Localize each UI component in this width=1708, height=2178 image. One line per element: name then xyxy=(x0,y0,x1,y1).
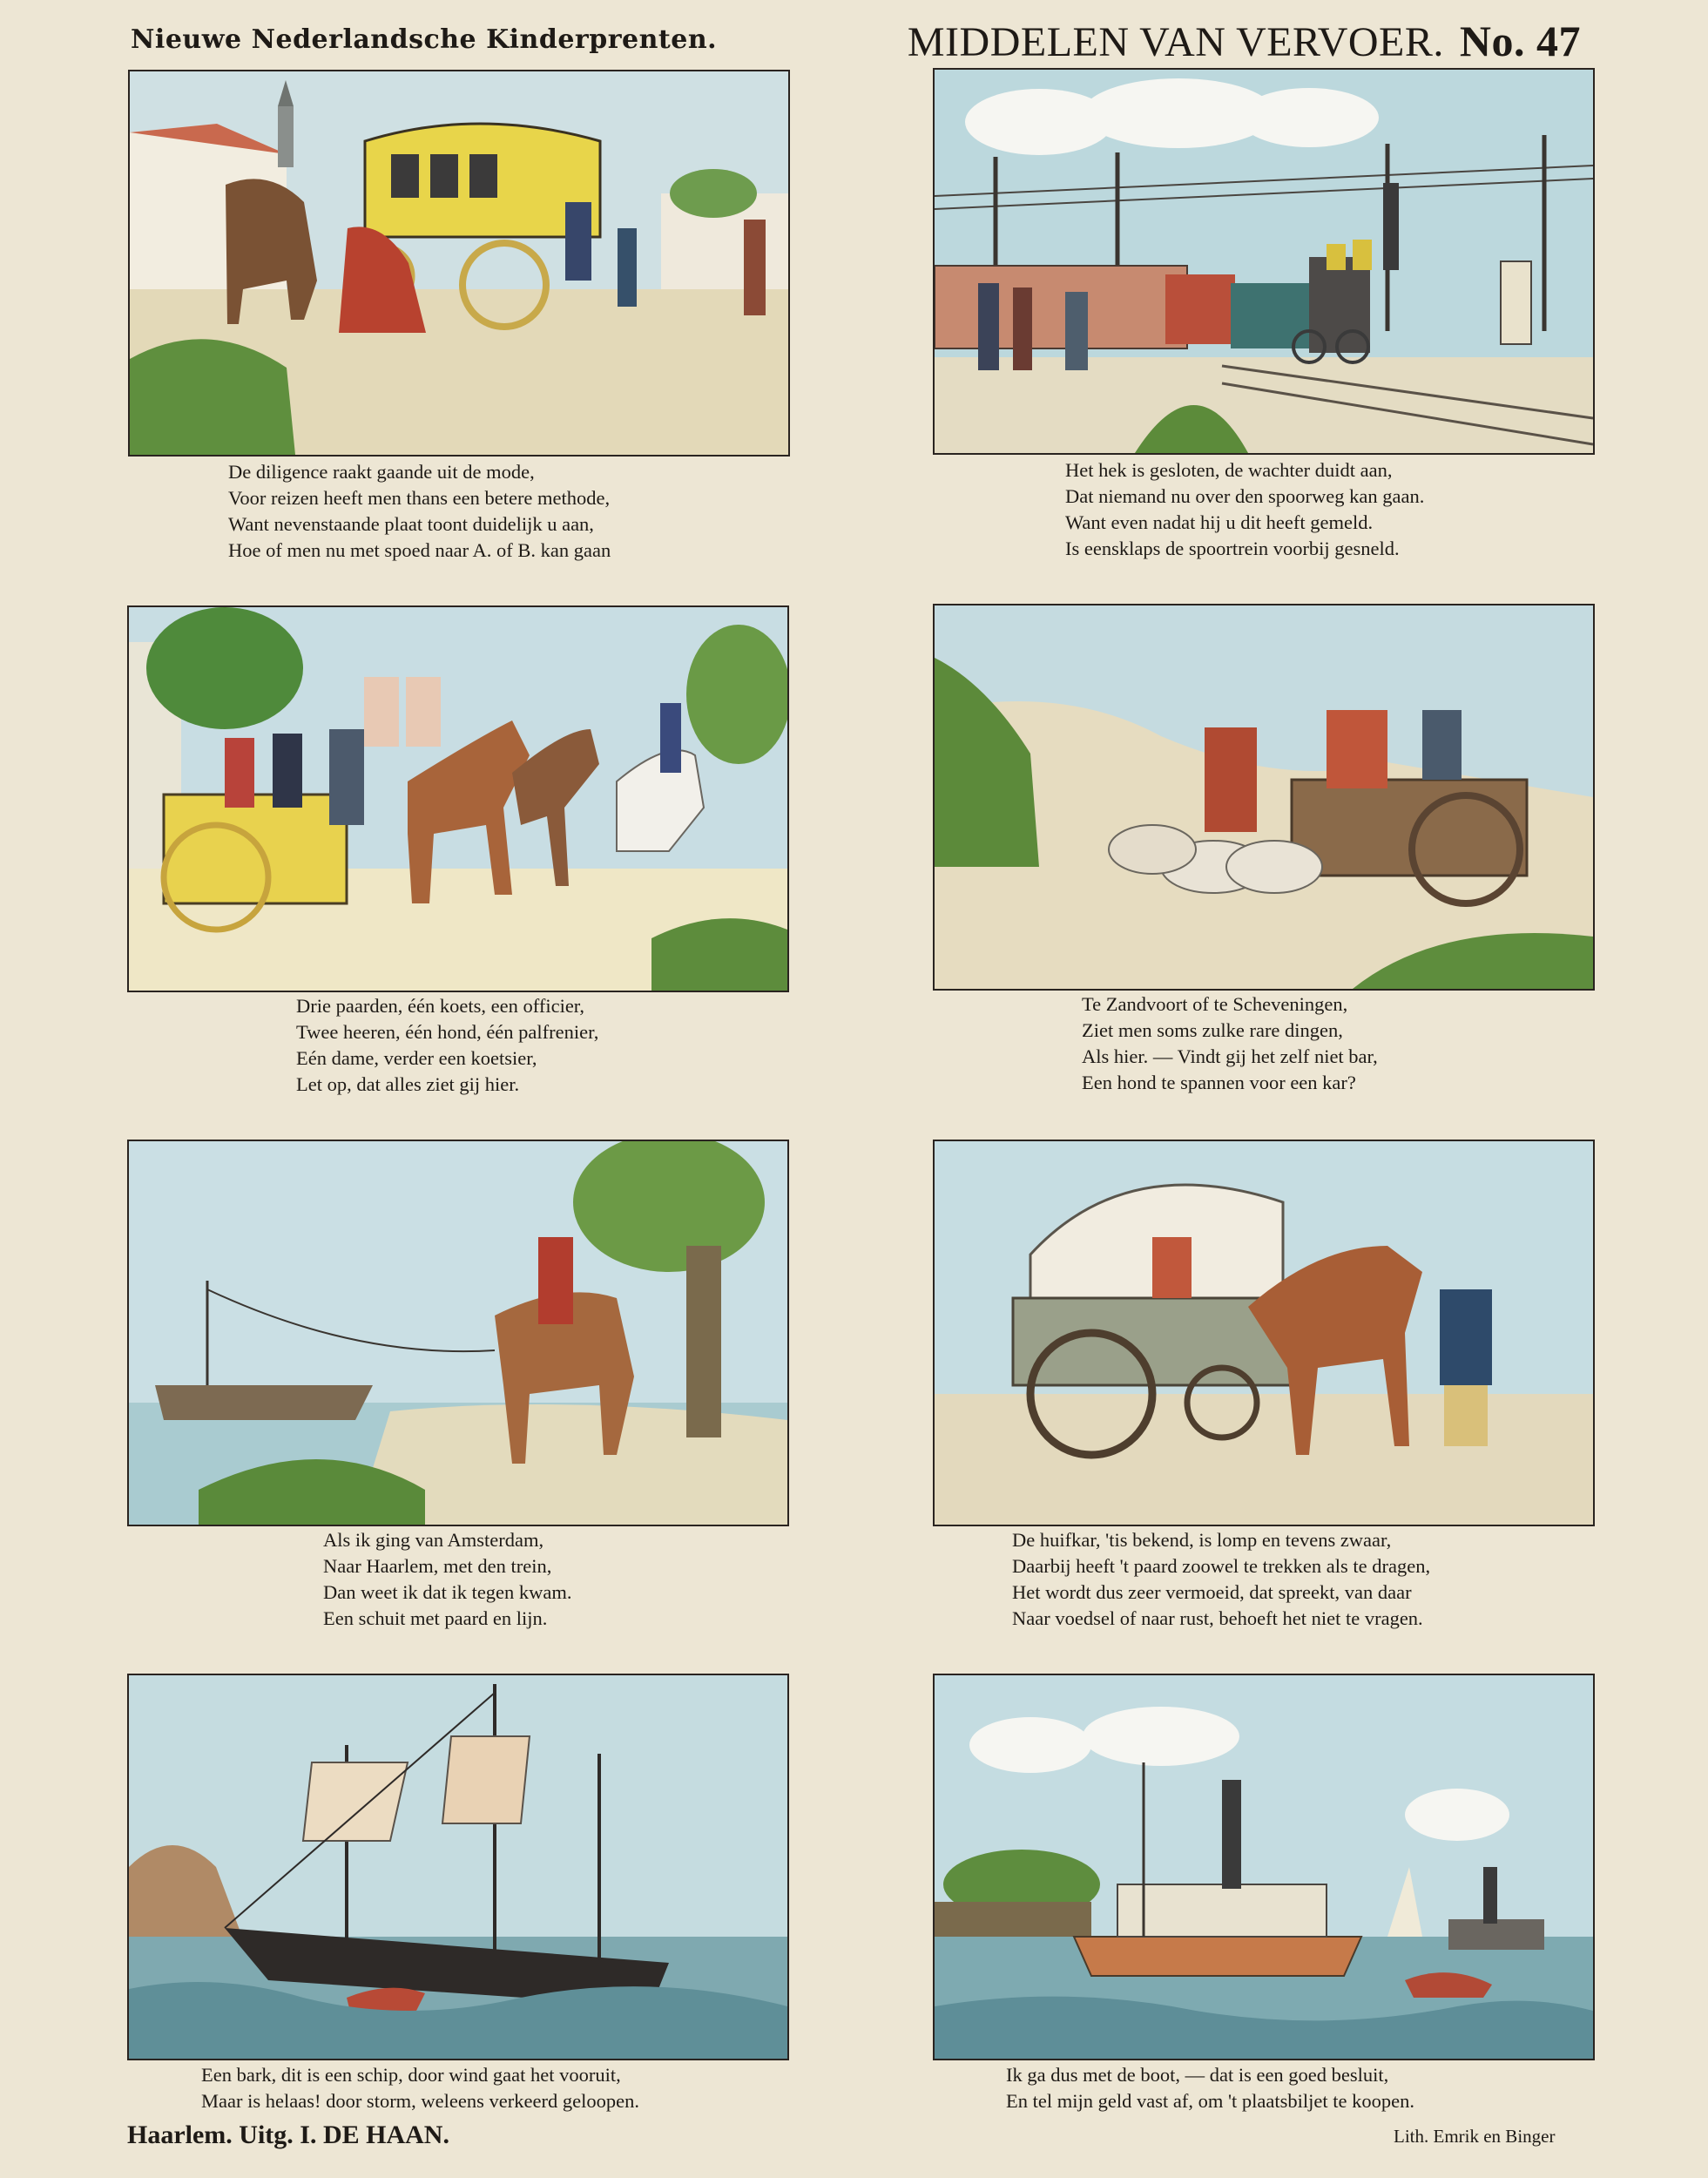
steam-train-illustration xyxy=(935,70,1593,453)
verse-line: De diligence raakt gaande uit de mode, xyxy=(228,461,535,483)
publisher-imprint: Haarlem. Uitg. I. DE HAAN. xyxy=(127,2121,449,2149)
panel-steam-train xyxy=(933,68,1595,455)
verse-diligence xyxy=(228,459,611,564)
verse-line: Is eensklaps de spoortrein voorbij gesneld. xyxy=(1065,538,1400,559)
sheet-title-block xyxy=(908,16,1581,66)
verse-line: Hoe of men nu met spoed naar A. of B. kan gaan xyxy=(228,539,611,561)
verse-line: Naar voedsel of naar rust, behoeft het niet te vragen. xyxy=(1012,1607,1423,1629)
carriage-illustration xyxy=(129,607,787,991)
verse-line: Eén dame, verder een koetsier, xyxy=(296,1047,537,1069)
verse-line: Ziet men soms zulke rare dingen, xyxy=(1082,1019,1343,1041)
verse-tow-barge-rider xyxy=(323,1527,572,1632)
diligence-illustration xyxy=(130,71,788,455)
verse-line: Als ik ging van Amsterdam, xyxy=(323,1529,544,1551)
sheet-number: No. 47 xyxy=(1459,17,1581,65)
verse-line: Want even nadat hij u dit heeft gemeld. xyxy=(1065,511,1374,533)
verse-line: Dat niemand nu over den spoorweg kan gaan. xyxy=(1065,485,1425,507)
printer-imprint: Lith. Emrik en Binger xyxy=(1394,2126,1556,2147)
verse-line: Naar Haarlem, met den trein, xyxy=(323,1555,552,1577)
verse-line: Let op, dat alles ziet gij hier. xyxy=(296,1073,520,1095)
verse-line: Dan weet ik dat ik tegen kwam. xyxy=(323,1581,572,1603)
verse-line: Drie paarden, één koets, een officier, xyxy=(296,995,585,1017)
series-title: Nieuwe Nederlandsche Kinderprenten. xyxy=(131,24,718,55)
sheet-title: MIDDELEN VAN VERVOER. xyxy=(907,19,1444,65)
verse-line: Voor reizen heeft men thans een betere methode, xyxy=(228,487,611,509)
verse-line: Twee heeren, één hond, één palfrenier, xyxy=(296,1021,599,1043)
verse-steam-train xyxy=(1065,457,1424,562)
panel-sailing-bark xyxy=(127,1674,789,2060)
sailing-bark-illustration xyxy=(129,1675,787,2059)
panel-tow-barge-rider xyxy=(127,1140,789,1526)
verse-line: Het wordt dus zeer vermoeid, dat spreekt, van daar xyxy=(1012,1581,1412,1603)
verse-dog-cart xyxy=(1082,991,1378,1096)
tow-barge-illustration xyxy=(129,1141,787,1525)
covered-wagon-illustration xyxy=(935,1141,1593,1525)
panel-steamboat xyxy=(933,1674,1595,2060)
verse-line: Maar is helaas! door storm, weleens verkeerd geloopen. xyxy=(201,2090,639,2112)
verse-line: Het hek is gesloten, de wachter duidt aan, xyxy=(1065,459,1393,481)
dog-cart-illustration xyxy=(935,605,1593,989)
panel-covered-wagon xyxy=(933,1140,1595,1526)
panel-diligence xyxy=(128,70,790,457)
verse-line: Een hond te spannen voor een kar? xyxy=(1082,1072,1356,1093)
verse-line: Ik ga dus met de boot, — dat is een goed besluit, xyxy=(1006,2064,1389,2086)
verse-line: De huifkar, 'tis bekend, is lomp en tevens zwaar, xyxy=(1012,1529,1392,1551)
verse-covered-wagon xyxy=(1012,1527,1430,1632)
panel-carriage-and-horses xyxy=(127,605,789,992)
verse-line: En tel mijn geld vast af, om 't plaatsbiljet te koopen. xyxy=(1006,2090,1414,2112)
verse-line: Een schuit met paard en lijn. xyxy=(323,1607,548,1629)
verse-line: Daarbij heeft 't paard zoowel te trekken als te dragen, xyxy=(1012,1555,1431,1577)
verse-line: Te Zandvoort of te Scheveningen, xyxy=(1082,993,1348,1015)
verse-sailing-bark xyxy=(201,2062,639,2114)
steamboat-illustration xyxy=(935,1675,1593,2059)
verse-steamboat xyxy=(1006,2062,1414,2114)
verse-line: Als hier. — Vindt gij het zelf niet bar, xyxy=(1082,1045,1378,1067)
panel-dog-cart xyxy=(933,604,1595,991)
verse-line: Want nevenstaande plaat toont duidelijk u aan, xyxy=(228,513,594,535)
verse-carriage-and-horses xyxy=(296,993,598,1098)
verse-line: Een bark, dit is een schip, door wind gaat het vooruit, xyxy=(201,2064,621,2086)
